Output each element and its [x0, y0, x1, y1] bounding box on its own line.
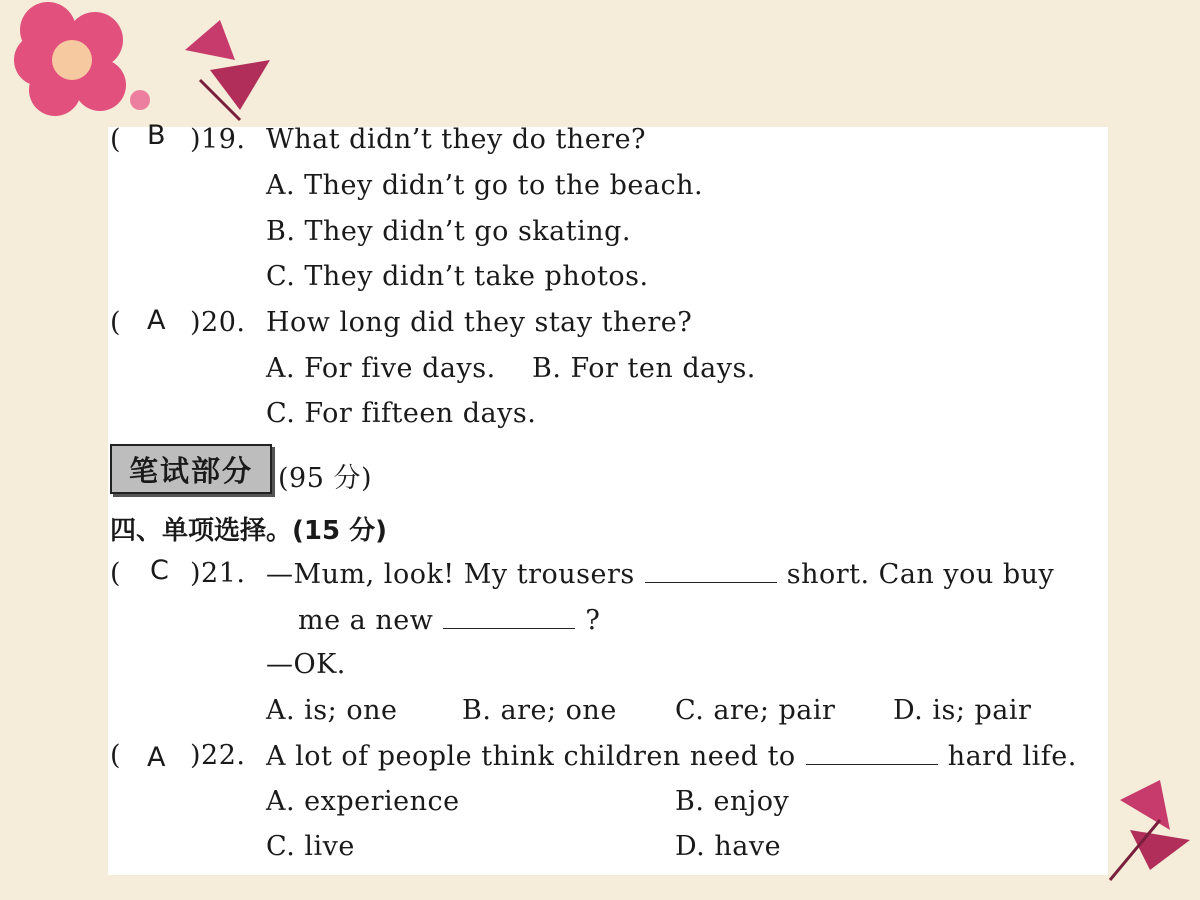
- answer-paren: (: [110, 307, 121, 338]
- q21-option-d: D. is; pair: [893, 695, 1032, 726]
- q21-question-line1: [266, 558, 1054, 590]
- q19-option-a: A. They didn’t go to the beach.: [266, 170, 704, 201]
- q21-text-c: me a new: [298, 605, 434, 636]
- q21-number: )21.: [190, 558, 246, 589]
- section-title: 四、单项选择。(15 分): [110, 516, 387, 546]
- butterfly-icon: [185, 20, 270, 120]
- written-part-label: 笔试部分: [110, 444, 272, 494]
- q20-option-ab: A. For five days. B. For ten days.: [266, 353, 756, 384]
- q21-text-b: short. Can you buy: [786, 559, 1055, 590]
- q20-option-c: C. For fifteen days.: [266, 398, 537, 429]
- q19-option-b: B. They didn’t go skating.: [266, 216, 632, 247]
- written-part-points: (95 分): [278, 463, 373, 494]
- answer-blank: [806, 740, 938, 765]
- q19-number: )19.: [190, 124, 246, 155]
- flower-icon: [14, 2, 150, 116]
- answer-blank: [443, 604, 575, 629]
- q22-text-b: hard life.: [947, 741, 1077, 772]
- answer-paren: (: [110, 124, 121, 155]
- q21-question-line2: [298, 604, 600, 636]
- q21-option-c: C. are; pair: [675, 695, 836, 726]
- q21-answer: C: [150, 555, 169, 586]
- q21-text-a: —Mum, look! My trousers: [266, 559, 635, 590]
- q19-answer: B: [147, 120, 166, 151]
- answer-blank: [645, 558, 777, 583]
- q21-text-d: ?: [585, 605, 601, 636]
- butterfly-icon: [1110, 780, 1190, 880]
- q20-answer: A: [147, 305, 166, 336]
- q22-option-b: B. enjoy: [675, 786, 790, 817]
- q22-option-c: C. live: [266, 831, 355, 862]
- q20-question: How long did they stay there?: [266, 307, 693, 338]
- q22-question: [266, 740, 1077, 772]
- q21-reply: —OK.: [266, 649, 346, 680]
- q21-option-a: A. is; one: [266, 695, 398, 726]
- q22-option-a: A. experience: [266, 786, 460, 817]
- q22-number: )22.: [190, 740, 246, 771]
- q20-number: )20.: [190, 307, 246, 338]
- q19-option-c: C. They didn’t take photos.: [266, 261, 649, 292]
- answer-paren: (: [110, 558, 121, 589]
- answer-paren: (: [110, 740, 121, 771]
- q22-answer: A: [147, 742, 166, 773]
- q19-question: What didn’t they do there?: [266, 124, 647, 155]
- q22-option-d: D. have: [675, 831, 782, 862]
- q22-text-a: A lot of people think children need to: [266, 741, 796, 772]
- q21-option-b: B. are; one: [462, 695, 617, 726]
